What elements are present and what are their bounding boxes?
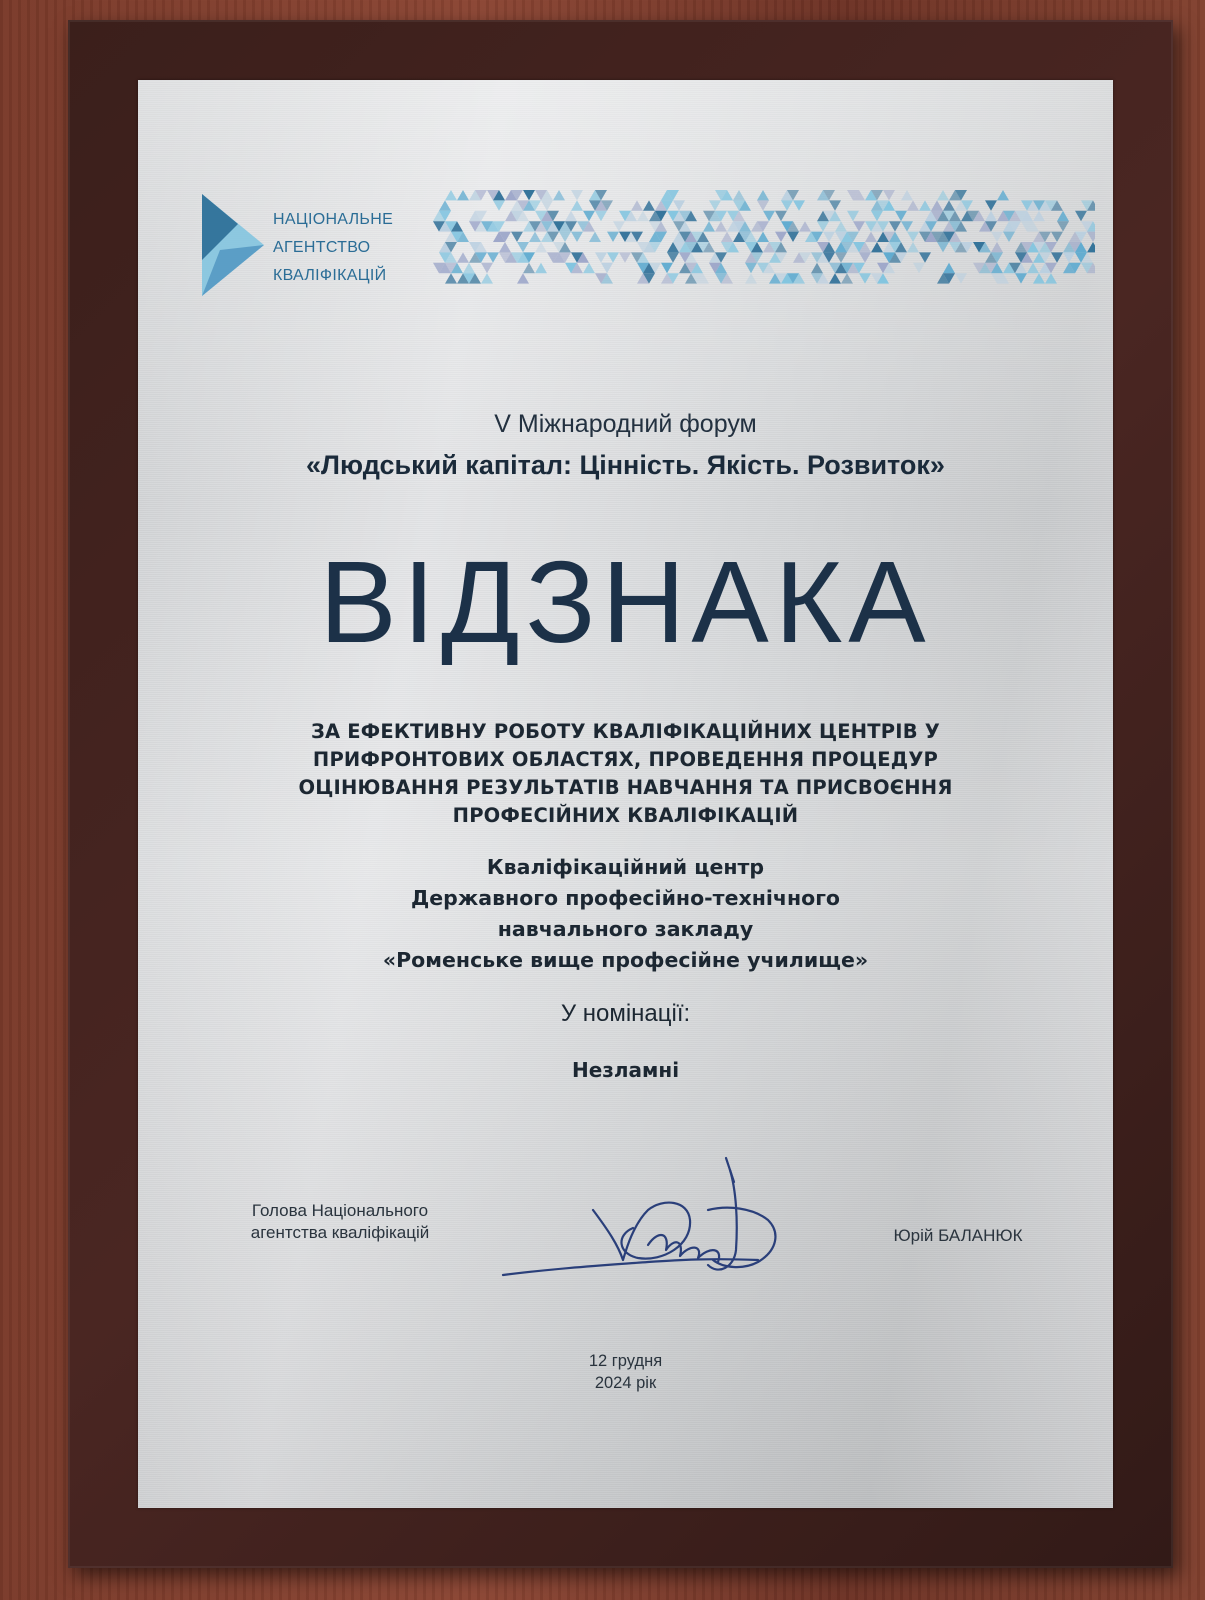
pattern-triangle [571, 232, 583, 242]
pattern-triangle [511, 232, 523, 242]
pattern-triangle [463, 263, 475, 273]
agency-logo-text [273, 206, 453, 290]
pattern-triangle [1027, 263, 1039, 273]
pattern-triangle [847, 211, 859, 221]
pattern-triangle [943, 200, 955, 210]
pattern-triangle [457, 252, 469, 262]
pattern-triangle [991, 232, 1003, 242]
logo-line: НАЦІОНАЛЬНЕ [273, 211, 394, 228]
pattern-triangle [907, 200, 919, 210]
pattern-triangle [865, 232, 877, 242]
pattern-triangle [637, 211, 649, 221]
pattern-triangle [583, 263, 595, 273]
pattern-triangle [1087, 242, 1095, 252]
pattern-triangle [913, 263, 925, 273]
pattern-triangle [745, 273, 757, 283]
pattern-triangle [589, 232, 601, 242]
pattern-triangle [715, 221, 727, 231]
pattern-triangle [439, 200, 451, 210]
pattern-triangle [1075, 211, 1087, 221]
pattern-triangle [1045, 273, 1057, 283]
pattern-triangle [943, 263, 955, 273]
pattern-triangle [829, 200, 841, 210]
pattern-triangle [1087, 232, 1095, 242]
pattern-triangle [607, 252, 619, 262]
pattern-triangle [907, 242, 919, 252]
pattern-triangle [901, 221, 913, 231]
pattern-triangle [871, 211, 883, 221]
pattern-triangle [673, 200, 685, 210]
date-line: 2024 рік [594, 1374, 657, 1392]
recipient-name [258, 852, 993, 976]
pattern-triangle [523, 190, 535, 200]
pattern-triangle [817, 221, 829, 231]
pattern-triangle [919, 252, 931, 262]
pattern-triangle [793, 200, 805, 210]
recipient-line: Державного професійно-технічного [411, 886, 840, 910]
pattern-triangle [565, 211, 577, 221]
pattern-triangle [595, 211, 607, 221]
pattern-triangle [445, 273, 457, 283]
pattern-triangle [757, 200, 769, 210]
pattern-triangle [1033, 273, 1045, 283]
pattern-triangle [835, 252, 847, 262]
pattern-triangle [661, 263, 673, 273]
pattern-triangle [763, 211, 775, 221]
pattern-triangle [667, 252, 679, 262]
logo-line: АГЕНТСТВО [273, 239, 371, 256]
pattern-triangle [601, 263, 613, 273]
pattern-triangle [559, 232, 571, 242]
recipient-line: «Роменське вище професійне училище» [382, 948, 869, 972]
reason-line: ОЦІНЮВАННЯ РЕЗУЛЬТАТІВ НАВЧАННЯ ТА ПРИСВОЄННЯ [298, 776, 953, 799]
pattern-triangle [499, 242, 511, 252]
award-plaque [68, 20, 1173, 1568]
pattern-triangle [757, 190, 769, 200]
forum-subtitle: V Міжнародний форум [494, 410, 757, 438]
recipient-line: Кваліфікаційний центр [486, 855, 765, 879]
pattern-triangle [517, 273, 529, 283]
pattern-triangle [493, 200, 505, 210]
pattern-triangle [619, 252, 631, 262]
pattern-triangle [703, 221, 715, 231]
pattern-triangle [457, 190, 469, 200]
pattern-triangle [517, 242, 529, 252]
pattern-triangle [535, 263, 547, 273]
pattern-triangle [613, 221, 625, 231]
pattern-triangle [1003, 232, 1015, 242]
pattern-triangle [1057, 211, 1069, 221]
nomination-value: Незламні [571, 1058, 680, 1082]
pattern-triangle [733, 190, 745, 200]
pattern-triangle [481, 263, 493, 273]
pattern-triangle [775, 232, 787, 242]
pattern-triangle [445, 190, 457, 200]
pattern-triangle [595, 252, 607, 262]
pattern-triangle [997, 190, 1009, 200]
pattern-triangle [745, 263, 757, 273]
pattern-triangle [883, 190, 895, 200]
pattern-triangle [781, 200, 793, 210]
pattern-triangle [1033, 211, 1045, 221]
reason-line: ПРИФРОНТОВИХ ОБЛАСТЯХ, ПРОВЕДЕННЯ ПРОЦЕДУР [312, 748, 939, 771]
pattern-triangle [523, 263, 535, 273]
triangle-pattern-decoration [433, 190, 1095, 286]
pattern-triangle [721, 232, 733, 242]
agency-logo-mark-icon [198, 190, 268, 300]
pattern-triangle [889, 221, 901, 231]
pattern-triangle [955, 273, 967, 283]
pattern-triangle [937, 242, 949, 252]
award-date [138, 1350, 1113, 1394]
pattern-triangle [871, 242, 883, 252]
metal-plate [138, 80, 1113, 1508]
nomination-label: У номінації: [560, 1000, 691, 1027]
pattern-triangle [535, 242, 547, 252]
signatory-role-line: Голова Національного [251, 1201, 429, 1220]
pattern-triangle [643, 200, 655, 210]
award-title: ВІДЗНАКА [319, 537, 932, 667]
pattern-triangle [1057, 221, 1069, 231]
pattern-triangle [1051, 232, 1063, 242]
forum-title: «Людський капітал: Цінність. Якість. Розвиток» [306, 450, 945, 480]
pattern-triangle [787, 232, 799, 242]
award-reason [238, 718, 1013, 830]
pattern-triangle [541, 200, 553, 210]
pattern-triangle [835, 221, 847, 231]
handwritten-signature [498, 1150, 788, 1290]
recipient-line: навчального закладу [497, 917, 754, 941]
pattern-triangle [859, 273, 871, 283]
pattern-triangle [487, 252, 499, 262]
signatory-name: Юрій БАЛАНЮК [893, 1226, 1023, 1245]
pattern-triangle [985, 211, 997, 221]
pattern-triangle [931, 200, 943, 210]
pattern-triangle [553, 190, 565, 200]
pattern-triangle [529, 232, 541, 242]
pattern-triangle [853, 221, 865, 231]
pattern-triangle [1015, 273, 1027, 283]
pattern-triangle [799, 221, 811, 231]
signatory-role-line: агентства кваліфікацій [250, 1223, 430, 1242]
pattern-triangle [841, 273, 853, 283]
pattern-triangle [919, 200, 931, 210]
pattern-triangle [901, 190, 913, 200]
pattern-triangle [757, 232, 769, 242]
pattern-triangle [583, 211, 595, 221]
pattern-triangle [571, 200, 583, 210]
pattern-triangle [631, 200, 643, 210]
reason-line: ПРОФЕСІЙНИХ КВАЛІФІКАЦІЙ [452, 804, 799, 827]
logo-line: КВАЛІФІКАЦІЙ [273, 267, 387, 284]
pattern-triangle [709, 200, 721, 210]
pattern-triangle [907, 232, 919, 242]
reason-line: ЗА ЕФЕКТИВНУ РОБОТУ КВАЛІФІКАЦІЙНИХ ЦЕНТРІВ У [310, 720, 941, 743]
pattern-triangle [571, 190, 583, 200]
date-line: 12 грудня [588, 1352, 663, 1370]
pattern-triangle [1051, 252, 1063, 262]
pattern-triangle [811, 263, 823, 273]
pattern-triangle [1063, 252, 1075, 262]
pattern-triangle [607, 232, 619, 242]
pattern-triangle [895, 211, 907, 221]
pattern-triangle [829, 273, 841, 283]
pattern-triangle [859, 252, 871, 262]
pattern-triangle [823, 232, 835, 242]
signatory-role [200, 1200, 480, 1244]
pattern-triangle [775, 211, 787, 221]
pattern-triangle [481, 273, 493, 283]
pattern-triangle [991, 242, 1003, 252]
pattern-triangle [985, 200, 997, 210]
pattern-triangle [937, 190, 949, 200]
